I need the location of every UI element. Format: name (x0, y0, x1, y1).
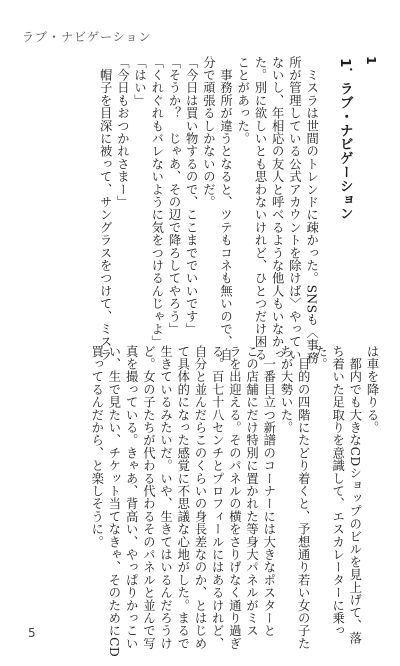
running-header: ラブ・ナビゲーション (22, 30, 152, 44)
text-line: 目的の四階にたどり着くと、予想通り若い女の子た (296, 345, 311, 650)
text-line: 所が管理している公式アカウントを除けば〉やってい (287, 56, 302, 361)
chapter-title: 1．ラブ・ナビゲーション (336, 58, 353, 221)
text-line: 帽子を目深に被って、サングラスをつけて、ミスラ (98, 56, 113, 361)
text-line: 分で頑張るしかないのだ。 (201, 56, 216, 209)
text-line: る。百七十八センチとプロフィールにはあるけれど、 (210, 345, 225, 650)
text-line: ことがあった。 (235, 56, 250, 145)
text-line: 真を撮っている。きゃあ、背高い、やっぱりかっこい (124, 345, 139, 650)
text-line: て具体的になった感覚に不思議な心地がした。まるで (175, 345, 190, 650)
text-line: ど。女の子たちが代わる代わるそのパネルと並んで写 (141, 345, 156, 650)
text-line: ちが大勢いた。 (278, 345, 293, 434)
bottom-text-block (88, 345, 380, 658)
text-line: ラを出迎える。そのパネルの横をさりげなく通り過ぎ (227, 345, 242, 650)
text-line: 事務所が違うとなると、ツテもコネも無いので、自 (218, 56, 233, 361)
text-line: ないし、年相応の友人と呼べるような他人もいなかっ (270, 56, 285, 361)
text-line: 「今日もおつかれさまー」 (115, 56, 130, 209)
text-line: は車を降りる。 (365, 345, 379, 434)
text-line: ち着いた足取りを意識して、エスカレーターに乗っ (330, 345, 345, 638)
text-line: 一番目立つ新譜のコーナーには大きなポスターと (261, 345, 276, 638)
text-line: 「はい」 (132, 56, 147, 107)
text-line: た。 (313, 345, 328, 371)
text-line: た。別に欲しいとも思わないけれど、ひとつだけ困る (252, 56, 267, 361)
text-line: この店舗にだけ特別に置かれた等身大パネルがミス (244, 345, 259, 638)
chapter-number: 1 (364, 56, 379, 66)
text-line: 「そうか？ じゃあ、その辺で降ろしてやろう」 (166, 56, 181, 336)
text-line: 生きているみたいだ。いや、生きてはいるんだろうけ (158, 345, 173, 650)
page-number: 5 (28, 626, 36, 640)
text-line: 自分と並んだらこのくらいの身長差なのか、とはじめ (192, 345, 207, 650)
text-line: 「くれぐれもバレないように気をつけるんじゃよ」 (149, 56, 164, 349)
text-line: 買ってるんだから、と楽しそうに。 (89, 345, 104, 549)
text-line: い、生で見たい、チケット当てなきゃ、そのためにCD (106, 345, 121, 658)
text-line: 都内でも大きなCDショップのビルを見上げて、落 (347, 345, 362, 645)
top-text-block (96, 56, 380, 365)
text-line: ミスラは世間のトレンドに疎かった。SNSも〈事務 (304, 56, 319, 365)
text-line: 「今日は買い物するので、ここまででいいです」 (184, 56, 199, 336)
